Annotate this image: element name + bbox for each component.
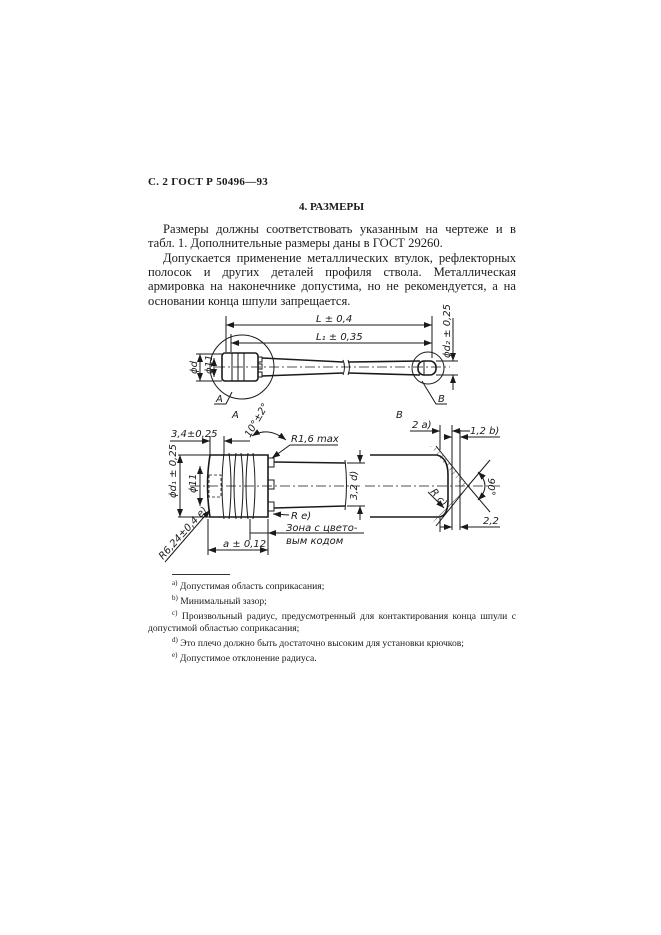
footnote-e: $^{e)}$ Допустимое отклонение радиуса. xyxy=(172,650,317,664)
detail-B xyxy=(365,410,500,532)
footnote-d: $^{d)}$ Это плечо должно быть достаточно высоким для установки крючков; xyxy=(172,635,464,649)
dim-d2: ϕd₂ ± 0,25 xyxy=(442,304,453,358)
footnote-b: $^{b)}$ Минимальный зазор; xyxy=(172,593,267,608)
dim-11-detail: ϕ11 xyxy=(188,473,199,493)
detail-A-label: A xyxy=(232,410,239,421)
section-title: 4. РАЗМЕРЫ xyxy=(298,201,365,213)
overview-view xyxy=(189,304,458,405)
detail-A xyxy=(157,402,365,562)
dim-3-2: 3,2 d) xyxy=(349,470,360,500)
footnote-rule xyxy=(172,574,230,575)
footnote-c: $^{c)}$ Произвольный радиус, предусмотренный для контактирования конца шпули с допустимой областью соприкасания; xyxy=(148,608,516,634)
detail-B-label: B xyxy=(396,410,403,421)
dim-L: L ± 0,4 xyxy=(316,314,353,325)
paragraph-2: Допускается применение металлических втулок, рефлекторных полосок и других деталей профиля ствола. Металлическая армировка на наконечнике допустима, но не рекомендуется, а на основании конца шпули запрещается. xyxy=(148,251,516,308)
zone-label-line2: вым кодом xyxy=(286,536,344,547)
radius-6-24: R6,24±0,4 e) xyxy=(157,505,210,563)
dim-d1: ϕd₁ ± 0,25 xyxy=(168,444,179,498)
dim-2: 2 a) xyxy=(412,420,432,431)
paragraph-1: Размеры должны соответствовать указанным на чертеже и в табл. 1. Дополнительные размеры даны в ГОСТ 29260. xyxy=(148,222,516,251)
callout-B: B xyxy=(438,394,445,405)
dim-11: ϕ11 xyxy=(204,354,215,374)
dim-d: ϕd xyxy=(189,361,200,374)
footnotes xyxy=(148,578,516,665)
callout-A: A xyxy=(216,394,223,405)
radius-c: R c) xyxy=(427,486,449,509)
dim-3-4: 3,4±0,25 xyxy=(171,429,218,440)
dim-L1: L₁ ± 0,35 xyxy=(316,332,363,343)
angle-90: 90° xyxy=(485,478,496,496)
angle-10: 10°±2° xyxy=(243,401,272,440)
dim-1-2: 1,2 b) xyxy=(470,426,500,437)
radius-max: R1,6 max xyxy=(291,434,339,445)
dim-2-2: 2,2 xyxy=(483,516,499,527)
radius-e: R e) xyxy=(291,511,312,522)
zone-label-line1: Зона с цвето- xyxy=(286,523,358,534)
footnote-a: $^{a)}$ Допустимая область соприкасания; xyxy=(172,579,325,593)
page-header: С. 2 ГОСТ Р 50496—93 xyxy=(148,176,269,188)
dim-a: a ± 0,12 xyxy=(223,539,267,550)
